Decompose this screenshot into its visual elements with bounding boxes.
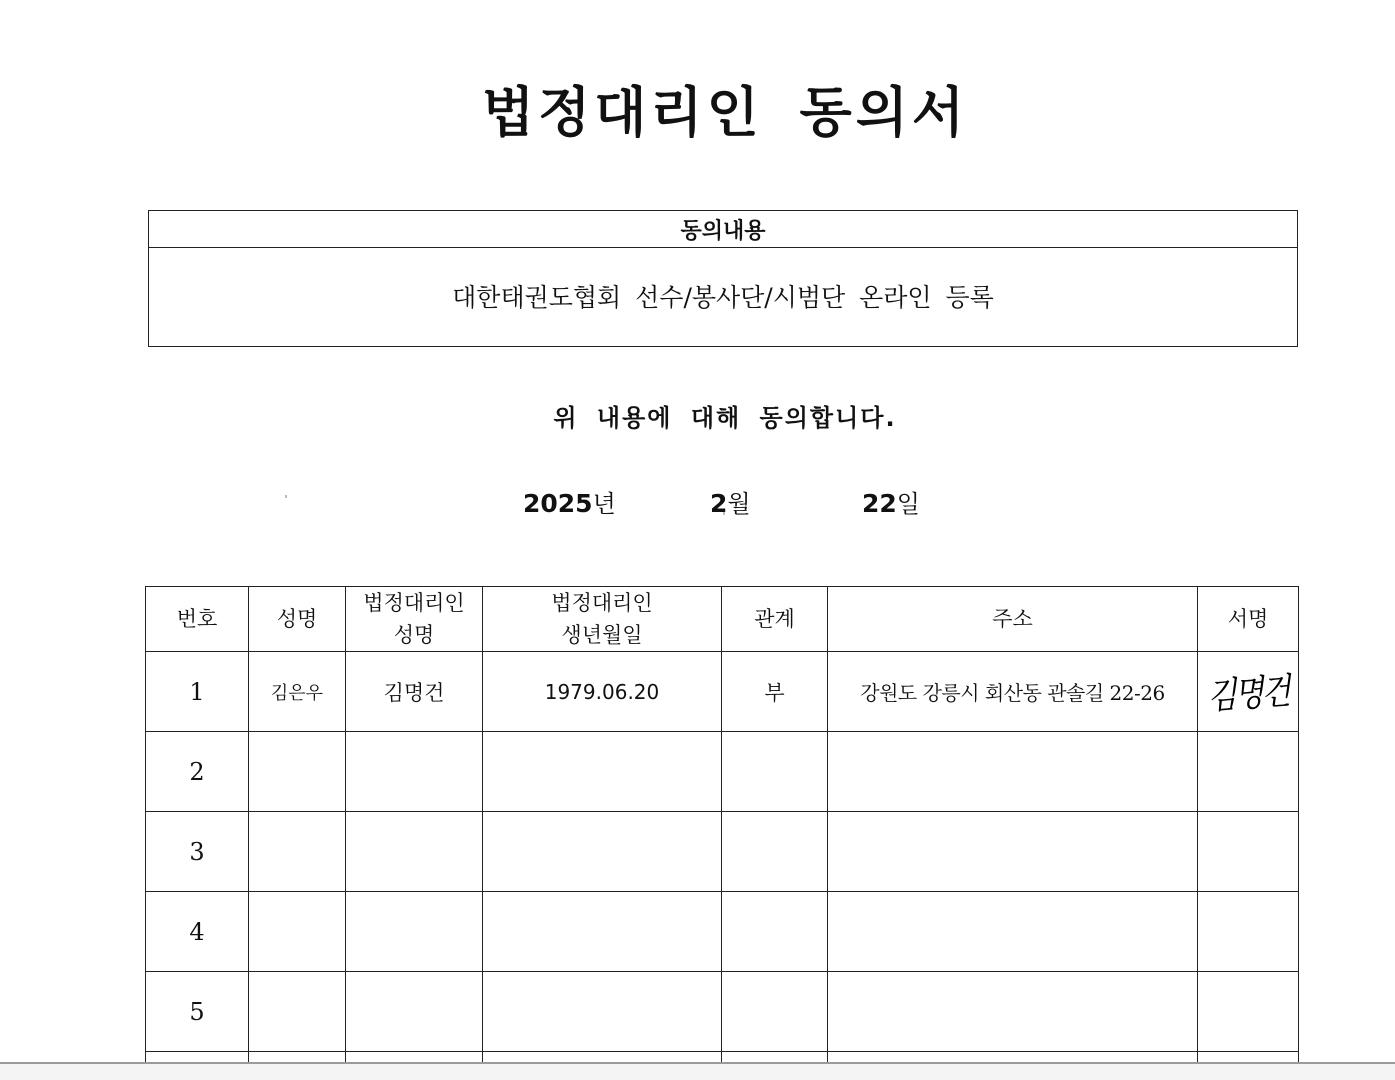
row-guardian-birth (483, 892, 722, 972)
date-month (710, 484, 751, 519)
row-number: 1 (146, 652, 249, 732)
header-guardian-birth-line2: 생년월일 (561, 623, 643, 647)
table-row (146, 652, 1299, 732)
row-guardian-name (346, 732, 483, 812)
row-number: 3 (146, 812, 249, 892)
row-name (249, 1052, 346, 1065)
row-address: 강원도 강릉시 회산동 관솔길 22-26 (828, 652, 1198, 732)
row-relation (722, 1052, 828, 1065)
row-guardian-birth (483, 812, 722, 892)
date-month-unit: 월 (727, 490, 751, 518)
row-address (828, 812, 1198, 892)
document-title: 법정대리인 동의서 (481, 80, 969, 144)
agree-statement: 위 내용에 대해 동의합니다. (553, 404, 897, 432)
date-day-value: 22 (862, 489, 897, 518)
table-row-cut-off (146, 1052, 1299, 1065)
header-number: 번호 (146, 587, 249, 652)
row-guardian-birth: 1979.06.20 (483, 652, 722, 732)
table-header-row (146, 587, 1299, 652)
row-guardian-name (346, 812, 483, 892)
date-year-unit: 년 (592, 490, 616, 518)
row-signature (1198, 652, 1299, 732)
header-signature: 서명 (1198, 587, 1299, 652)
row-signature (1198, 812, 1299, 892)
header-guardian-name (346, 587, 483, 652)
row-guardian-birth (483, 972, 722, 1052)
row-number: 2 (146, 732, 249, 812)
row-guardian-name (346, 972, 483, 1052)
row-number: 5 (146, 972, 249, 1052)
date-month-value: 2 (710, 489, 728, 518)
date-day-unit: 일 (896, 490, 920, 518)
row-address (828, 892, 1198, 972)
row-signature (1198, 972, 1299, 1052)
header-guardian-birth-line1: 법정대리인 (551, 591, 653, 615)
row-address (828, 972, 1198, 1052)
row-guardian-birth (483, 732, 722, 812)
consent-heading: 동의내용 (149, 211, 1297, 248)
row-relation (722, 812, 828, 892)
row-guardian-name (346, 892, 483, 972)
date-day (862, 484, 920, 519)
header-guardian-birth (483, 587, 722, 652)
row-guardian-name (346, 1052, 483, 1065)
header-address: 주소 (828, 587, 1198, 652)
header-name: 성명 (249, 587, 346, 652)
row-name (249, 732, 346, 812)
row-address (828, 732, 1198, 812)
table-row (146, 972, 1299, 1052)
row-relation (722, 732, 828, 812)
row-signature (1198, 732, 1299, 812)
row-name (249, 812, 346, 892)
row-address (828, 1052, 1198, 1065)
row-relation (722, 972, 828, 1052)
row-name: 김은우 (249, 652, 346, 732)
consent-body: 대한태권도협회 선수/봉사단/시범단 온라인 등록 (452, 283, 994, 312)
row-signature (1198, 1052, 1299, 1065)
row-guardian-birth (483, 1052, 722, 1065)
table-row (146, 732, 1299, 812)
table-row (146, 812, 1299, 892)
row-number (146, 1052, 249, 1065)
date-year (523, 484, 616, 519)
row-relation: 부 (722, 652, 828, 732)
viewer-background (0, 1064, 1395, 1080)
row-name (249, 972, 346, 1052)
date-year-value: 2025 (523, 489, 593, 518)
registration-table (145, 586, 1299, 1064)
row-name (249, 892, 346, 972)
scan-speck (285, 495, 287, 498)
header-guardian-name-line2: 성명 (393, 623, 435, 647)
header-relation: 관계 (722, 587, 828, 652)
consent-box (148, 210, 1298, 347)
row-guardian-name: 김명건 (346, 652, 483, 732)
table-row (146, 892, 1299, 972)
row-number: 4 (146, 892, 249, 972)
row-relation (722, 892, 828, 972)
header-guardian-name-line1: 법정대리인 (363, 591, 465, 615)
row-signature (1198, 892, 1299, 972)
handwritten-signature: 김명건 (1206, 671, 1291, 718)
